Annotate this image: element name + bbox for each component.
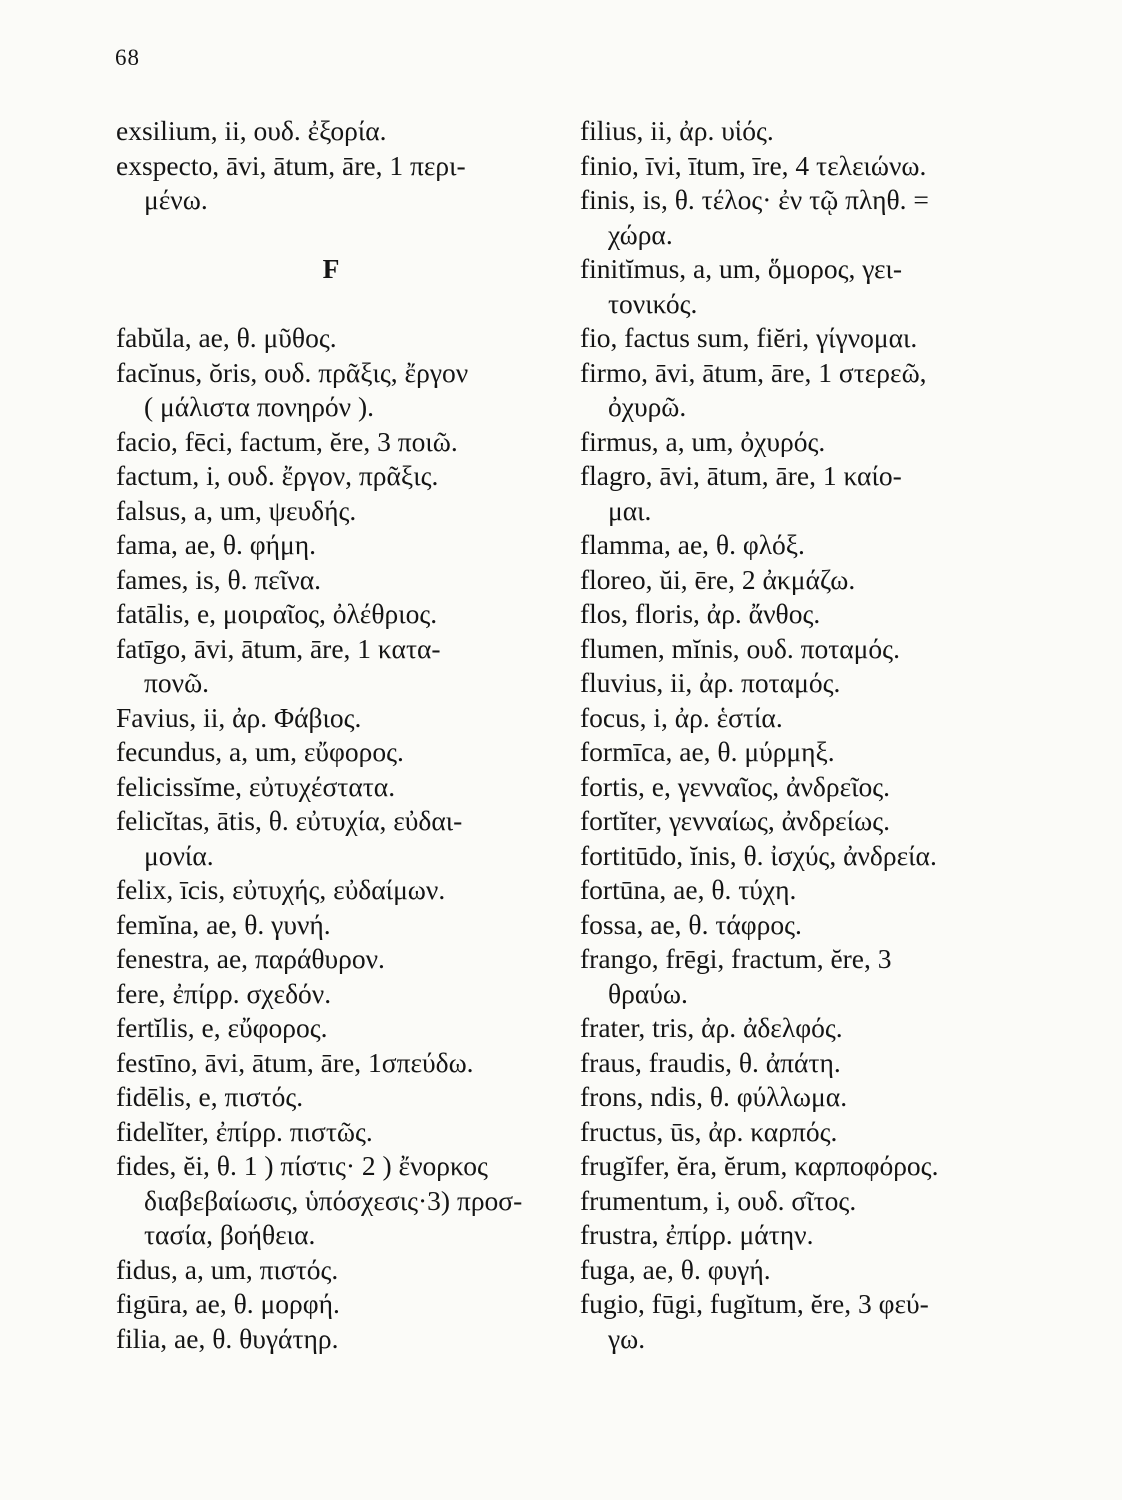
- dictionary-line: flos, floris, ἀρ. ἄνθος.: [580, 598, 821, 629]
- dictionary-line: fere, ἐπίρρ. σχεδόν.: [116, 977, 332, 1009]
- dictionary-line: πονῶ.: [144, 667, 210, 698]
- dictionary-line: fugio, fūgi, fugĭtum, ĕre, 3 φεύ-: [580, 1288, 929, 1319]
- dictionary-line: fecundus, a, um, εὔφορος.: [116, 736, 404, 767]
- dictionary-line: fortĭter, γενναίως, ἀνδρείως.: [580, 805, 890, 836]
- dictionary-line: felix, īcis, εὐτυχής, εὐδαίμων.: [116, 874, 446, 905]
- dictionary-line: frustra, ἐπίρρ. μάτην.: [580, 1219, 814, 1250]
- dictionary-line: finis, is, θ. τέλος· ἐν τῷ πληθ. =: [580, 184, 929, 215]
- dictionary-line: frango, frēgi, fractum, ĕre, 3: [580, 943, 892, 974]
- dictionary-line: firmo, āvi, ātum, āre, 1 στερεῶ,: [580, 356, 927, 388]
- dictionary-line: fabŭla, ae, θ. μῦθος.: [116, 322, 337, 353]
- dictionary-line: exsilium, ii, ουδ. ἐξορία.: [116, 115, 387, 146]
- dictionary-line: χώρα.: [608, 218, 673, 250]
- dictionary-line: fossa, ae, θ. τάφρος.: [580, 908, 802, 940]
- dictionary-line: felicĭtas, ātis, θ. εὐτυχία, εὐδαι-: [116, 805, 463, 836]
- dictionary-line: facio, fēci, factum, ĕre, 3 ποιῶ.: [116, 425, 458, 457]
- page-number: 68: [115, 45, 140, 70]
- dictionary-line: facĭnus, ŏris, ουδ. πρᾶξις, ἔργον: [116, 356, 469, 388]
- dictionary-line: fides, ĕi, θ. 1 ) πίστις· 2 ) ἔνορκος: [116, 1150, 488, 1181]
- dictionary-line: τασία, βοήθεια.: [144, 1219, 316, 1250]
- dictionary-line: fluvius, ii, ἀρ. ποταμός.: [580, 667, 841, 698]
- dictionary-line: floreo, ŭi, ēre, 2 ἀκμάζω.: [580, 563, 856, 595]
- dictionary-line: fenestra, ae, παράθυρον.: [116, 943, 385, 974]
- dictionary-line: flamma, ae, θ. φλόξ.: [580, 529, 805, 560]
- dictionary-line: fidus, a, um, πιστός.: [116, 1253, 339, 1285]
- dictionary-line: fortis, e, γενναῖος, ἀνδρεῖος.: [580, 770, 891, 802]
- dictionary-line: filia, ae, θ. θυγάτηρ.: [116, 1322, 339, 1354]
- dictionary-line: fortitūdo, ĭnis, θ. ἰσχύς, ἀνδρεία.: [580, 839, 937, 871]
- dictionary-line: exspecto, āvi, ātum, āre, 1 περι-: [116, 149, 466, 181]
- dictionary-line: festīno, āvi, ātum, āre, 1σπεύδω.: [116, 1046, 474, 1078]
- dictionary-line: flagro, āvi, ātum, āre, 1 καίο-: [580, 460, 902, 491]
- blank-line: [116, 218, 556, 253]
- right-column: [580, 114, 1040, 1356]
- dictionary-line: Favius, ii, ἀρ. Φάβιος.: [116, 701, 362, 733]
- dictionary-line: femĭna, ae, θ. γυνή.: [116, 908, 331, 940]
- dictionary-line: γω.: [608, 1322, 646, 1354]
- dictionary-line: felicissĭme, εὐτυχέστατα.: [116, 770, 396, 802]
- dictionary-line: finio, īvi, ītum, īre, 4 τελειώνω.: [580, 149, 927, 181]
- dictionary-line: fuga, ae, θ. φυγή.: [580, 1253, 771, 1285]
- dictionary-line: focus, i, ἀρ. ἑστία.: [580, 701, 783, 733]
- dictionary-line: fatīgo, āvi, ātum, āre, 1 κατα-: [116, 632, 441, 664]
- dictionary-line: flumen, mĭnis, ουδ. ποταμός.: [580, 632, 900, 664]
- dictionary-line: ὀχυρῶ.: [608, 391, 687, 422]
- dictionary-line: θραύω.: [608, 977, 688, 1009]
- dictionary-line: falsus, a, um, ψευδής.: [116, 494, 357, 526]
- dictionary-line: fidēlis, e, πιστός.: [116, 1081, 304, 1112]
- dictionary-line: frater, tris, ἀρ. ἀδελφός.: [580, 1012, 843, 1043]
- dictionary-line: fraus, fraudis, θ. ἀπάτη.: [580, 1046, 841, 1078]
- left-column: [116, 114, 556, 1356]
- dictionary-line: μένω.: [144, 184, 208, 215]
- section-letter-heading: F: [322, 253, 340, 284]
- dictionary-line: filius, ii, ἀρ. υἱός.: [580, 115, 774, 146]
- dictionary-line: μονία.: [144, 839, 214, 871]
- dictionary-line: μαι.: [608, 494, 652, 526]
- dictionary-line: fructus, ūs, ἀρ. καρπός.: [580, 1115, 838, 1147]
- dictionary-line: fortūna, ae, θ. τύχη.: [580, 874, 797, 905]
- dictionary-line: fio, factus sum, fiĕri, γίγνομαι.: [580, 322, 918, 353]
- dictionary-line: τονικός.: [608, 287, 698, 319]
- dictionary-line: fatālis, e, μοιραῖος, ὀλέθριος.: [116, 598, 438, 629]
- blank-line: [116, 287, 556, 322]
- dictionary-line: fama, ae, θ. φήμη.: [116, 529, 317, 560]
- dictionary-line: factum, i, ουδ. ἔργον, πρᾶξις.: [116, 460, 439, 491]
- dictionary-line: ( μάλιστα πονηρόν ).: [144, 391, 375, 422]
- dictionary-line: fames, is, θ. πεῖνα.: [116, 563, 321, 595]
- dictionary-line: formīca, ae, θ. μύρμηξ.: [580, 736, 835, 767]
- dictionary-line: figūra, ae, θ. μορφή.: [116, 1288, 340, 1319]
- dictionary-line: διαβεβαίωσις, ὑπόσχεσις·3) προσ-: [144, 1184, 523, 1216]
- dictionary-line: fertĭlis, e, εὔφορος.: [116, 1012, 328, 1043]
- dictionary-line: firmus, a, um, ὀχυρός.: [580, 425, 826, 457]
- dictionary-line: frugĭfer, ĕra, ĕrum, καρποφόρος.: [580, 1150, 939, 1181]
- dictionary-line: finitĭmus, a, um, ὅμορος, γει-: [580, 253, 903, 284]
- dictionary-line: frumentum, i, ουδ. σῖτος.: [580, 1184, 857, 1216]
- dictionary-line: frons, ndis, θ. φύλλωμα.: [580, 1081, 848, 1112]
- dictionary-line: fidelĭter, ἐπίρρ. πιστῶς.: [116, 1115, 373, 1147]
